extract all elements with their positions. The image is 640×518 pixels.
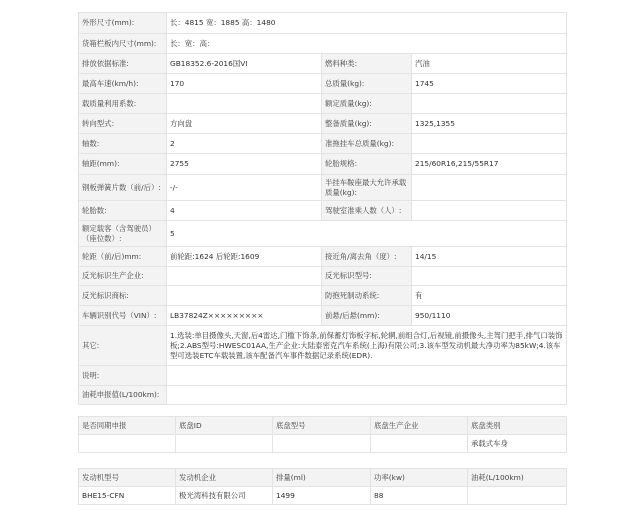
spec-row <box>79 114 567 134</box>
chassis-table <box>78 416 567 453</box>
engine-cell: 1499 <box>273 487 371 505</box>
spec-row <box>79 134 567 154</box>
spec-label: 最高车速(km/h): <box>79 74 167 94</box>
spec-value <box>412 201 567 221</box>
engine-header-cell: 发动机型号 <box>79 469 176 487</box>
spec-label: 油耗申报值(L/100km): <box>79 386 167 405</box>
spec-value: 长：宽：高： <box>167 34 567 54</box>
spec-label: 反光标识型号: <box>322 267 412 286</box>
spec-row <box>79 34 567 54</box>
spec-label: 驾驶室准乘人数（人）: <box>322 201 412 221</box>
spec-value: 方向盘 <box>167 114 322 134</box>
chassis-header-cell: 底盘型号 <box>273 417 371 435</box>
spec-value <box>167 286 322 306</box>
spec-label: 排放依据标准: <box>79 54 167 74</box>
spec-label: 货箱栏板内尺寸(mm): <box>79 34 167 54</box>
chassis-header-cell: 是否同期申报 <box>79 417 176 435</box>
spec-value: 5 <box>167 221 567 247</box>
spec-label: 其它: <box>79 326 167 366</box>
chassis-cell <box>79 435 176 453</box>
spec-row <box>79 306 567 326</box>
spec-row <box>79 386 567 405</box>
spec-row <box>79 267 567 286</box>
engine-header-cell: 发动机企业 <box>176 469 273 487</box>
spec-value: 汽油 <box>412 54 567 74</box>
engine-cell: BHE15-CFN <box>79 487 176 505</box>
spec-label: 前悬/后悬(mm): <box>322 306 412 326</box>
spec-label: 燃料种类: <box>322 54 412 74</box>
spec-label: 接近角/离去角（度）: <box>322 247 412 267</box>
spec-row <box>79 13 567 34</box>
engine-table <box>78 468 567 505</box>
spec-value <box>167 366 567 386</box>
spec-value <box>412 94 567 114</box>
engine-cell: 88 <box>371 487 468 505</box>
spec-value: 950/1110 <box>412 306 567 326</box>
spec-value <box>167 386 567 405</box>
spec-label: 额定质量(kg): <box>322 94 412 114</box>
spec-value: 215/60R16,215/55R17 <box>412 154 567 175</box>
spec-value <box>412 267 567 286</box>
spec-value: 1325,1355 <box>412 114 567 134</box>
spec-row <box>79 94 567 114</box>
spec-value: 1.选装:单目摄像头,天窗,后4雷达,门槛下饰条,前保蓄灯饰板字标,轮辋,前组合灯,后视镜,前摄像头,主驾门把手,排气口装饰板;2.ABS型号:HWESC01AA,生产企业:大陆泰密克汽车系统(上海)有限公司;3.该车型发动机最大净功率为85kW;4.该车型可选装ETC车载装置,该车配备汽车事件数据记录系统(EDR). <box>167 326 567 366</box>
vehicle-spec-table <box>78 12 567 405</box>
spec-label: 轴数: <box>79 134 167 154</box>
spec-label: 转向型式: <box>79 114 167 134</box>
spec-value: 2 <box>167 134 322 154</box>
chassis-header-cell: 底盘类别 <box>468 417 567 435</box>
spec-label: 钢板弹簧片数（前/后）: <box>79 175 167 201</box>
spec-label: 整备质量(kg): <box>322 114 412 134</box>
spec-label: 说明: <box>79 366 167 386</box>
spec-label: 外形尺寸(mm): <box>79 13 167 34</box>
engine-cell: 极光湾科技有限公司 <box>176 487 273 505</box>
spec-label: 防抱死制动系统: <box>322 286 412 306</box>
spec-value: 4 <box>167 201 322 221</box>
spec-row <box>79 247 567 267</box>
chassis-cell <box>273 435 371 453</box>
chassis-header-cell: 底盘生产企业 <box>371 417 468 435</box>
spec-value: GB18352.6-2016国VI <box>167 54 322 74</box>
chassis-cell <box>176 435 273 453</box>
spec-row <box>79 54 567 74</box>
engine-header-row <box>79 469 567 487</box>
spec-label: 反光标识商标: <box>79 286 167 306</box>
chassis-data-row <box>79 435 567 453</box>
engine-header-cell: 功率(kw) <box>371 469 468 487</box>
spec-value <box>167 267 322 286</box>
chassis-header-cell: 底盘ID <box>176 417 273 435</box>
engine-header-cell: 油耗(L/100km) <box>468 469 567 487</box>
spec-value <box>412 134 567 154</box>
spec-row <box>79 366 567 386</box>
spec-label: 轴距(mm): <box>79 154 167 175</box>
engine-header-cell: 排量(ml) <box>273 469 371 487</box>
spec-label: 轮距（前/后)mm: <box>79 247 167 267</box>
spec-label: 半挂车鞍座最大允许承载质量(kg): <box>322 175 412 201</box>
spec-label: 总质量(kg): <box>322 74 412 94</box>
spec-value <box>167 94 322 114</box>
spec-row <box>79 175 567 201</box>
spec-value: 长：4815 宽：1885 高：1480 <box>167 13 567 34</box>
spec-label: 轮胎数: <box>79 201 167 221</box>
spec-value: 170 <box>167 74 322 94</box>
chassis-cell: 承载式车身 <box>468 435 567 453</box>
spec-value: 有 <box>412 286 567 306</box>
chassis-header-row <box>79 417 567 435</box>
spec-row <box>79 286 567 306</box>
spec-value: 14/15 <box>412 247 567 267</box>
spec-value: LB37824Z××××××××× <box>167 306 322 326</box>
spec-value: 前轮距:1624 后轮距:1609 <box>167 247 322 267</box>
spec-label: 轮胎规格: <box>322 154 412 175</box>
spec-label: 反光标识生产企业: <box>79 267 167 286</box>
spec-row <box>79 221 567 247</box>
spec-label: 准拖挂车总质量(kg): <box>322 134 412 154</box>
spec-row <box>79 326 567 366</box>
spec-value: -/- <box>167 175 322 201</box>
spec-label: 车辆识别代号（VIN）: <box>79 306 167 326</box>
spec-row <box>79 201 567 221</box>
chassis-cell <box>371 435 468 453</box>
spec-row <box>79 154 567 175</box>
spec-value: 1745 <box>412 74 567 94</box>
spec-value <box>412 175 567 201</box>
spec-label: 载质量利用系数: <box>79 94 167 114</box>
engine-data-row <box>79 487 567 505</box>
spec-value: 2755 <box>167 154 322 175</box>
engine-cell <box>468 487 567 505</box>
spec-label: 额定载客（含驾驶员）（座位数）: <box>79 221 167 247</box>
spec-row <box>79 74 567 94</box>
